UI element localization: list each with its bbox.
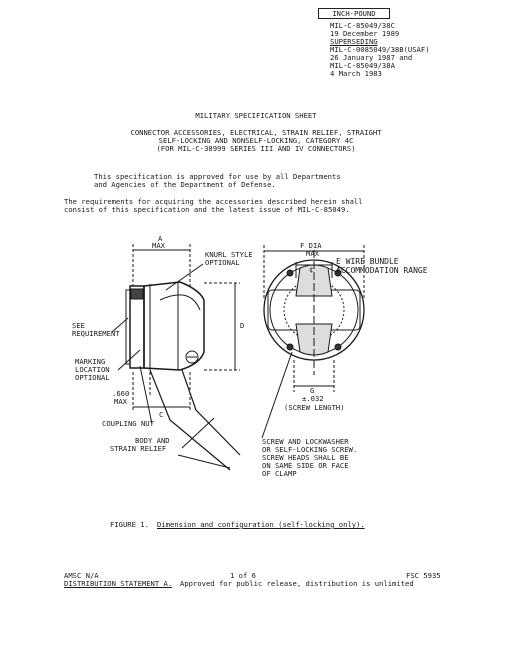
coupling-nut-label: COUPLING NUT [102,419,154,428]
screw-leader [262,352,292,438]
inch-pound-badge: INCH-POUND [318,8,390,19]
centerline-label: ¢ [309,265,314,274]
superseded-date-1: 26 January 1987 and [330,53,413,62]
e-wire-label: E WIRE BUNDLE [336,257,399,266]
knurl-label-2: OPTIONAL [205,258,240,267]
label-c: C [159,410,164,419]
marking-label-2: LOCATION [75,365,110,374]
body-label-2: STRAIN RELIEF [110,444,167,453]
superseded-doc-1: MIL-C-0085049/38B(USAF) [330,45,430,54]
g-tolerance: ±.032 [302,394,324,403]
dim-660-max: MAX [114,397,127,406]
distribution-statement-text: Approved for public release, distribution is unlimited [180,579,414,588]
requirements-line-1: The requirements for acquiring the accessories described herein shall [64,197,363,206]
label-a-max: MAX [152,241,165,250]
figure-caption: Dimension and configuration (self-locking only). [157,520,365,529]
fsc-code: FSC 5935 [406,571,441,580]
screw-note-5: OF CLAMP [262,469,297,478]
screw-note-4: ON SAME SIDE OR FACE [262,461,349,470]
body-label-1: BODY AND [135,436,170,445]
screw-note-2: OR SELF-LOCKING SCREW. [262,445,358,454]
spec-title-line-3: (FOR MIL-C-38999 SERIES III AND IV CONNECTORS) [156,144,356,153]
label-a: A [158,234,163,243]
accommodation-label: ACCOMMODATION RANGE [336,266,428,275]
knurl-leader [166,264,203,290]
dim-660: .660 [112,389,130,398]
sheet-title: MILITARY SPECIFICATION SHEET [195,111,317,120]
figure-caption-prefix: FIGURE 1. [110,520,149,529]
amsc-label: AMSC N/A [64,571,99,580]
spec-title-line-2: SELF-LOCKING AND NONSELF-LOCKING, CATEGORY 4C [158,136,354,145]
label-f-max: MAX [306,249,319,258]
requirement-label: REQUIREMENT [72,329,120,338]
marking-label-1: MARKING [75,357,106,366]
screw-note-3: SCREW HEADS SHALL BE [262,453,349,462]
label-f-dia: F DIA [300,241,322,250]
screw-length-label: (SCREW LENGTH) [284,403,345,412]
superseded-date-2: 4 March 1983 [330,69,382,78]
label-g: G [310,386,315,395]
doc-date: 19 December 1989 [330,29,400,38]
page-number: 1 of 6 [230,571,256,580]
marking-leader [118,350,140,370]
screw-note-1: SCREW AND LOCKWASHER [262,437,349,446]
superseded-doc-2: MIL-C-85049/38A [330,61,395,70]
doc-number: MIL-C-85049/38C [330,21,395,30]
knurl-label-1: KNURL STYLE [205,250,253,259]
distribution-statement-label: DISTRIBUTION STATEMENT A. [64,579,173,588]
approval-line-2: and Agencies of the Department of Defense. [94,180,276,189]
marking-label-3: OPTIONAL [75,373,110,382]
approval-line-1: This specification is approved for use by all Departments [94,172,341,181]
label-d: D [240,321,245,330]
spec-title-line-1: CONNECTOR ACCESSORIES, ELECTRICAL, STRAIN RELIEF, STRAIGHT [130,128,382,137]
see-label: SEE [72,321,85,330]
requirements-line-2: consist of this specification and the latest issue of MIL-C-85049. [64,205,350,214]
superseding-label: SUPERSEDING [330,37,378,46]
